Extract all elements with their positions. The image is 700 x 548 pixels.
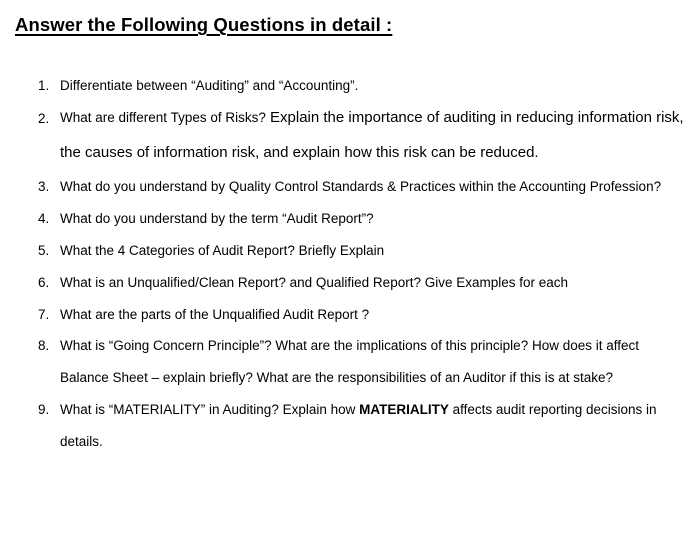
question-text: [60, 403, 657, 417]
question-text-part: What is “MATERIALITY” in Auditing? Explain how: [60, 402, 360, 417]
question-text: What is “Going Concern Principle”? What are the implications of this principle? How does it affect: [60, 338, 640, 353]
question-text: What do you understand by the term “Audit Report”?: [60, 211, 374, 226]
question-text: What the 4 Categories of Audit Report? Briefly Explain: [60, 243, 385, 258]
question-text-part: affects audit reporting decisions in: [448, 402, 657, 417]
question-number: 4.: [38, 211, 50, 226]
question-number: 9.: [38, 402, 50, 417]
question-number: 8.: [38, 338, 50, 353]
question-text: What are the parts of the Unqualified Audit Report ?: [60, 307, 370, 322]
question-number: 3.: [38, 179, 50, 194]
question-text: What is an Unqualified/Clean Report? and Qualified Report? Give Examples for each: [60, 275, 569, 290]
question-text: What do you understand by Quality Control Standards & Practices within the Accounting Profession?: [60, 179, 662, 194]
question-text-continuation: details.: [60, 434, 103, 449]
question-text-bold: MATERIALITY: [359, 402, 449, 417]
question-text-part: What are different Types of Risks?: [60, 110, 266, 125]
question-number: 2.: [38, 111, 50, 126]
question-text-continuation: Balance Sheet – explain briefly? What are the responsibilities of an Auditor if this is at stake?: [60, 370, 614, 385]
question-text: Differentiate between “Auditing” and “Accounting”.: [60, 78, 359, 93]
question-text: [60, 110, 684, 125]
page-heading: Answer the Following Questions in detail :: [15, 14, 393, 35]
question-number: 5.: [38, 243, 50, 258]
question-number: 6.: [38, 275, 50, 290]
question-number: 7.: [38, 307, 50, 322]
question-text-continuation: the causes of information risk, and explain how this risk can be reduced.: [60, 144, 539, 161]
question-number: 1.: [38, 78, 50, 93]
question-text-part: Explain the importance of auditing in reducing information risk,: [265, 109, 684, 126]
